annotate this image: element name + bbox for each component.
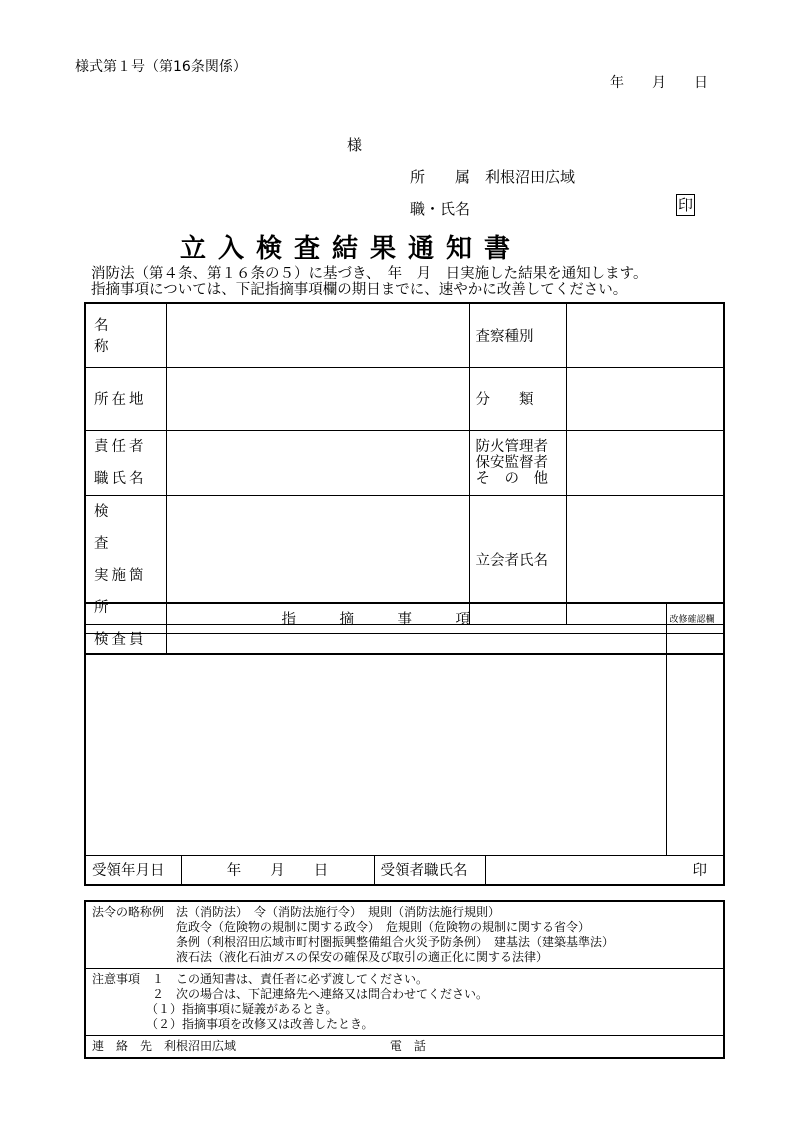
witness-label: 立会者氏名	[469, 495, 566, 624]
receiver-field[interactable]: 印	[485, 855, 724, 885]
position-name: 職・氏名	[410, 200, 471, 218]
intro-line-2: 指摘事項については、下記指摘事項欄の期日までに、速やかに改善してください。	[91, 282, 628, 298]
abbreviation-line: 条例（利根沼田広域市町村圏振興整備組合火災予防条例） 建基法（建築基準法）	[92, 935, 615, 949]
category-field[interactable]	[566, 367, 724, 430]
seal-mark: 印	[677, 196, 693, 214]
findings-table	[84, 602, 725, 886]
table-row	[85, 1036, 724, 1059]
location-field[interactable]	[166, 367, 469, 430]
managers-field[interactable]	[566, 430, 724, 495]
affiliation: 所 属 利根沼田広域	[410, 168, 576, 186]
table-row	[85, 430, 724, 495]
abbreviation-line: 法令の略称例 法（消防法） 令（消防法施行令） 規則（消防法施行規則）	[92, 905, 501, 919]
table-row	[85, 633, 724, 855]
responsible-label-1: 責任者	[94, 438, 147, 455]
intro-line-1: 消防法（第４条、第１６条の５）に基づき、 年 月 日実施した結果を通知します。	[91, 266, 648, 282]
table-row	[85, 901, 724, 969]
inspection-type-field[interactable]	[566, 303, 724, 367]
managers-label-3: そ の 他	[475, 470, 548, 487]
caution-line: （２）指摘事項を改修又は改善したとき。	[92, 1017, 374, 1031]
received-date-label: 受領年月日	[85, 855, 181, 885]
addressee: 様	[347, 136, 363, 154]
caution-line: ２ 次の場合は、下記連絡先へ連絡又は問合わせてください。	[92, 987, 489, 1001]
responsible-field[interactable]	[166, 430, 469, 495]
findings-header: 指 摘 事 項	[85, 603, 666, 633]
site-label-2: 実施箇所	[94, 567, 147, 616]
check-column-header: 改修確認欄	[666, 603, 724, 633]
receiver-label: 受領者職氏名	[374, 855, 485, 885]
location-label: 所在地	[85, 367, 166, 430]
table-row	[85, 969, 724, 1036]
document-title: 立入検査結果通知書	[180, 234, 523, 264]
table-row	[85, 367, 724, 430]
contact-cell	[85, 1036, 724, 1059]
abbreviation-line: 液石法（液化石油ガスの保安の確保及び取引の適正化に関する法律）	[92, 950, 549, 964]
issue-date: 年 月 日	[610, 75, 708, 91]
cautions-cell	[85, 969, 724, 1036]
name-field[interactable]	[166, 303, 469, 367]
responsible-label-2: 職氏名	[94, 470, 147, 487]
form-number: 様式第１号（第16条関係）	[75, 59, 247, 75]
inspection-type-label: 査察種別	[469, 303, 566, 367]
contact-label: 連 絡 先 利根沼田広域	[92, 1039, 237, 1053]
site-label-1: 検 査	[94, 503, 147, 552]
received-date-field[interactable]: 年 月 日	[181, 855, 374, 885]
findings-field[interactable]	[85, 633, 666, 855]
name-label: 名 称	[85, 303, 166, 367]
managers-label	[469, 430, 566, 495]
inspector-label: 検査員	[85, 624, 166, 654]
managers-label-1: 防火管理者	[475, 438, 548, 455]
table-row	[85, 303, 724, 367]
abbreviation-line: 危政令（危険物の規制に関する政令） 危規則（危険物の規制に関する省令）	[92, 920, 591, 934]
responsible-label	[85, 430, 166, 495]
caution-line: （１）指摘事項に疑義があるとき。	[92, 1002, 338, 1016]
abbreviations-cell	[85, 901, 724, 969]
notes-table	[84, 900, 725, 1059]
phone-label: 電 話	[389, 1039, 426, 1053]
category-label: 分 類	[469, 367, 566, 430]
table-row	[85, 603, 724, 633]
managers-label-2: 保安監督者	[475, 454, 548, 471]
caution-line: 注意事項 １ この通知書は、責任者に必ず渡してください。	[92, 972, 429, 986]
check-field[interactable]	[666, 633, 724, 855]
table-row	[85, 855, 724, 885]
